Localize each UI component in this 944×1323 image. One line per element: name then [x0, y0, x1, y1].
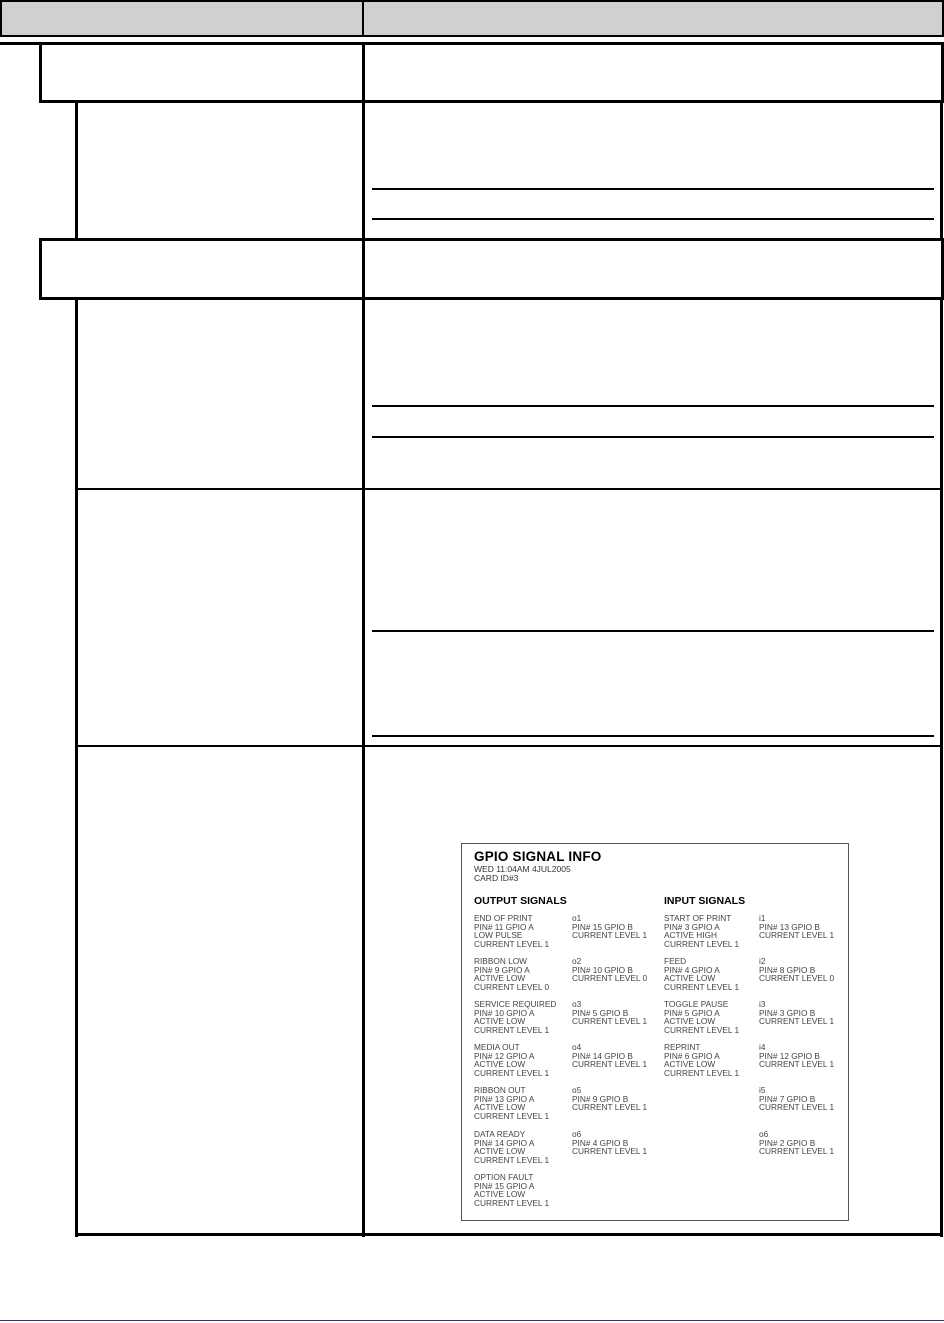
output-signal-7 — [474, 1173, 549, 1207]
input-signal-4 — [664, 1043, 739, 1077]
output-signal-6-mode: ACTIVE LOW — [474, 1146, 526, 1157]
section-2-content-cell — [362, 238, 944, 300]
output-signal-2-pin: PIN# 9 GPIO A — [474, 964, 530, 975]
output-code-4-code: o4 — [572, 1042, 582, 1052]
output-signal-3-name: SERVICE REQUIRED — [474, 999, 557, 1009]
input-signal-4-name: REPRINT — [664, 1042, 701, 1052]
input-code-2-code-pin: PIN# 8 GPIO B — [759, 964, 816, 975]
subrow-rule-c — [372, 405, 934, 407]
output-signal-3 — [474, 1000, 556, 1034]
output-code-5 — [572, 1086, 647, 1112]
input-signals-heading: INPUT SIGNALS — [664, 895, 746, 907]
input-signal-3-name: TOGGLE PAUSE — [664, 999, 729, 1009]
section-1-content-cell — [362, 42, 944, 103]
input-code-2 — [759, 957, 834, 983]
input-signal-2-pin: PIN# 4 GPIO A — [664, 964, 720, 975]
input-code-4-code-level: CURRENT LEVEL 1 — [759, 1059, 835, 1070]
output-code-5-code: o5 — [572, 1085, 582, 1095]
output-signal-3-pin: PIN# 10 GPIO A — [474, 1007, 535, 1018]
output-code-6-code-level: CURRENT LEVEL 1 — [572, 1146, 648, 1157]
input-code-6 — [759, 1130, 834, 1156]
output-signal-5-pin: PIN# 13 GPIO A — [474, 1093, 535, 1104]
input-signal-1-pin: PIN# 3 GPIO A — [664, 921, 720, 932]
input-signal-3-mode: ACTIVE LOW — [664, 1016, 716, 1027]
output-signal-2-name: RIBBON LOW — [474, 956, 528, 966]
output-code-5-code-level: CURRENT LEVEL 1 — [572, 1102, 648, 1113]
output-code-6 — [572, 1130, 647, 1156]
input-signal-3 — [664, 1000, 739, 1034]
input-code-5 — [759, 1086, 834, 1112]
output-code-2-code-level: CURRENT LEVEL 0 — [572, 973, 648, 984]
gpio-signal-printout — [461, 843, 849, 1221]
input-signal-2-name: FEED — [664, 956, 687, 966]
input-signal-1-level: CURRENT LEVEL 1 — [664, 938, 740, 949]
output-signal-1 — [474, 914, 549, 948]
input-code-6-code-level: CURRENT LEVEL 1 — [759, 1146, 835, 1157]
printout-card-id: CARD ID#3 — [474, 873, 519, 883]
subrow-rule-a — [372, 188, 934, 190]
input-code-5-code-level: CURRENT LEVEL 1 — [759, 1102, 835, 1113]
output-signal-4 — [474, 1043, 549, 1077]
output-signal-4-mode: ACTIVE LOW — [474, 1059, 526, 1070]
input-code-4-code: i4 — [759, 1042, 766, 1052]
printout-date: WED 11:04AM 4JUL2005 — [474, 864, 571, 874]
output-code-3-code-pin: PIN# 5 GPIO B — [572, 1007, 629, 1018]
input-code-1 — [759, 914, 834, 940]
input-code-1-code: i1 — [759, 913, 766, 923]
output-signal-1-name: END OF PRINT — [474, 913, 533, 923]
input-code-2-code: i2 — [759, 956, 766, 966]
column-divider-1 — [362, 103, 365, 240]
output-signal-6 — [474, 1130, 549, 1164]
input-code-4 — [759, 1043, 834, 1069]
output-signal-7-pin: PIN# 15 GPIO A — [474, 1180, 535, 1191]
input-code-3-code: i3 — [759, 999, 766, 1009]
input-signal-4-pin: PIN# 6 GPIO A — [664, 1050, 720, 1061]
output-signal-5-mode: ACTIVE LOW — [474, 1102, 526, 1113]
output-code-4-code-pin: PIN# 14 GPIO B — [572, 1050, 633, 1061]
output-signal-1-mode: LOW PULSE — [474, 930, 523, 941]
section-2-label-cell — [39, 238, 365, 300]
page-bottom-rule — [0, 1320, 944, 1321]
input-code-3-code-level: CURRENT LEVEL 1 — [759, 1016, 835, 1027]
input-signal-2-mode: ACTIVE LOW — [664, 973, 716, 984]
output-code-1-code: o1 — [572, 913, 582, 923]
output-signal-6-pin: PIN# 14 GPIO A — [474, 1137, 535, 1148]
output-code-2-code: o2 — [572, 956, 582, 966]
input-code-1-code-pin: PIN# 13 GPIO B — [759, 921, 820, 932]
output-signal-6-level: CURRENT LEVEL 1 — [474, 1154, 550, 1165]
output-signal-3-mode: ACTIVE LOW — [474, 1016, 526, 1027]
table-header-left — [0, 0, 364, 37]
subrow-rule-d — [372, 436, 934, 438]
input-signal-3-level: CURRENT LEVEL 1 — [664, 1024, 740, 1035]
section-1-1-left-rule — [75, 103, 78, 240]
table-header-right — [362, 0, 944, 37]
input-code-2-code-level: CURRENT LEVEL 0 — [759, 973, 835, 984]
row-boundary-1 — [75, 488, 943, 490]
input-signal-2-level: CURRENT LEVEL 1 — [664, 981, 740, 992]
output-code-3-code-level: CURRENT LEVEL 1 — [572, 1016, 648, 1027]
printout-title: GPIO SIGNAL INFO — [474, 849, 602, 864]
subrow-rule-f — [372, 735, 934, 737]
input-signal-1-mode: ACTIVE HIGH — [664, 930, 718, 941]
output-signal-2 — [474, 957, 549, 991]
output-signal-7-name: OPTION FAULT — [474, 1172, 534, 1182]
output-signal-4-level: CURRENT LEVEL 1 — [474, 1067, 550, 1078]
output-code-6-code: o6 — [572, 1129, 582, 1139]
output-signal-7-level: CURRENT LEVEL 1 — [474, 1197, 550, 1208]
output-signal-5 — [474, 1086, 549, 1120]
output-code-1-code-level: CURRENT LEVEL 1 — [572, 930, 648, 941]
output-signal-3-level: CURRENT LEVEL 1 — [474, 1024, 550, 1035]
output-code-4 — [572, 1043, 647, 1069]
output-signal-5-name: RIBBON OUT — [474, 1085, 526, 1095]
right-edge-rule-1 — [940, 103, 943, 240]
input-code-1-code-level: CURRENT LEVEL 1 — [759, 930, 835, 941]
right-edge-rule-2 — [940, 300, 943, 1237]
input-code-3-code-pin: PIN# 3 GPIO B — [759, 1007, 816, 1018]
input-code-5-code-pin: PIN# 7 GPIO B — [759, 1093, 816, 1104]
output-code-5-code-pin: PIN# 9 GPIO B — [572, 1093, 629, 1104]
output-code-1-code-pin: PIN# 15 GPIO B — [572, 921, 633, 932]
input-signal-4-level: CURRENT LEVEL 1 — [664, 1067, 740, 1078]
output-code-3-code: o3 — [572, 999, 582, 1009]
section-1-label-cell — [39, 42, 365, 103]
input-signal-2 — [664, 957, 739, 991]
input-signal-1-name: START OF PRINT — [664, 913, 732, 923]
input-code-3 — [759, 1000, 834, 1026]
column-divider-2 — [362, 300, 365, 1237]
output-code-2-code-pin: PIN# 10 GPIO B — [572, 964, 633, 975]
input-code-6-code: o6 — [759, 1129, 769, 1139]
output-signal-6-name: DATA READY — [474, 1129, 526, 1139]
input-signal-4-mode: ACTIVE LOW — [664, 1059, 716, 1070]
input-code-5-code: i5 — [759, 1085, 766, 1095]
output-signal-5-level: CURRENT LEVEL 1 — [474, 1110, 550, 1121]
section-2-left-rule — [75, 300, 78, 1237]
input-code-4-code-pin: PIN# 12 GPIO B — [759, 1050, 820, 1061]
output-code-3 — [572, 1000, 647, 1026]
row-boundary-2 — [75, 745, 943, 747]
output-signals-heading: OUTPUT SIGNALS — [474, 895, 567, 907]
output-signal-2-level: CURRENT LEVEL 0 — [474, 981, 550, 992]
output-code-4-code-level: CURRENT LEVEL 1 — [572, 1059, 648, 1070]
output-code-2 — [572, 957, 647, 983]
output-signal-1-pin: PIN# 11 GPIO A — [474, 921, 534, 932]
input-code-6-code-pin: PIN# 2 GPIO B — [759, 1137, 816, 1148]
output-signal-1-level: CURRENT LEVEL 1 — [474, 938, 550, 949]
input-signal-1 — [664, 914, 739, 948]
output-signal-4-name: MEDIA OUT — [474, 1042, 520, 1052]
output-code-6-code-pin: PIN# 4 GPIO B — [572, 1137, 629, 1148]
output-signal-2-mode: ACTIVE LOW — [474, 973, 526, 984]
input-signal-3-pin: PIN# 5 GPIO A — [664, 1007, 720, 1018]
output-signal-7-mode: ACTIVE LOW — [474, 1189, 526, 1200]
subrow-rule-e — [372, 630, 934, 632]
subrow-rule-b — [372, 218, 934, 220]
output-signal-4-pin: PIN# 12 GPIO A — [474, 1050, 535, 1061]
output-code-1 — [572, 914, 647, 940]
table-bottom-rule — [75, 1233, 943, 1236]
